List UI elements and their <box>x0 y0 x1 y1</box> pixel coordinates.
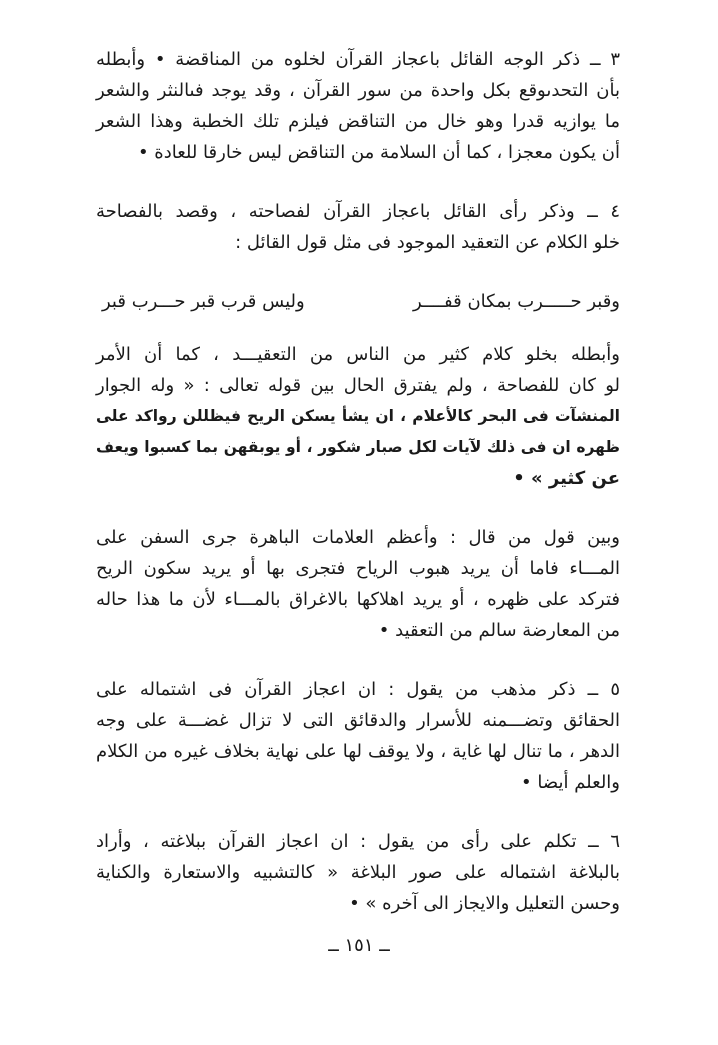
text-line: من المعارضة سالم من التعقيد • <box>378 620 620 641</box>
paragraph-item-6 <box>96 826 620 919</box>
paragraph-refutation <box>96 339 620 494</box>
verse-hemistich-first: وقبر حـــــرب بمكان قفــــر <box>413 291 620 312</box>
text-line: بالبلاغة اشتماله على صور البلاغة « كالتشبيه والاستعارة والكناية <box>96 862 620 883</box>
paragraph-item-3 <box>96 44 620 168</box>
text-line: فتركد على ظهره ، أو يريد اهلاكها بالاغراق بالمـــاء لأن ما هذا حاله <box>96 589 620 610</box>
text-line: أن يكون معجزا ، كما أن السلامة من التناقض ليس خارقا للعادة • <box>137 142 620 163</box>
text-line: المـــاء فاما أن يريد هبوب الرياح فتجرى بها أو يريد سكون الريح <box>96 558 620 579</box>
poetry-verse <box>96 286 620 317</box>
text-line: ٤ ــ وذكر رأى القائل باعجاز القرآن لفصاحته ، وقصد بالفصاحة <box>96 201 620 222</box>
text-line: الحقائق وتضـــمنه للأسرار والدقائق التى لا تزال غضـــة على وجه <box>96 710 620 731</box>
text-line: ٥ ــ ذكر مذهب من يقول : ان اعجاز القرآن فى اشتماله على <box>96 679 620 700</box>
text-line: وحسن التعليل والايجاز الى آخره » • <box>349 893 620 914</box>
text-line: ٦ ــ تكلم على رأى من يقول : ان اعجاز القرآن ببلاغته ، وأراد <box>96 831 620 852</box>
quran-verse-line: عن كثير » • <box>513 468 620 489</box>
paragraph-item-4 <box>96 196 620 258</box>
paragraph-comparison <box>96 522 620 646</box>
text-line: خلو الكلام عن التعقيد الموجود فى مثل قول القائل : <box>235 232 620 253</box>
text-line: وأبطله بخلو كلام كثير من الناس من التعقيـــد ، كما أن الأمر <box>96 344 620 365</box>
paragraph-item-5 <box>96 674 620 798</box>
text-line: ٣ ــ ذكر الوجه القائل باعجاز القرآن لخلوه من المناقضة • وأبطله <box>96 49 620 70</box>
verse-hemistich-second: وليس قرب قبر حـــرب قبر <box>102 291 305 312</box>
text-line: الدهر ، ما تنال لها غاية ، ولا يوقف لها على نهاية بخلاف غيره من الكلام <box>96 741 620 762</box>
text-line: وبين قول من قال : وأعظم العلامات الباهرة جرى السفن على <box>96 527 620 548</box>
text-line: ما يوازيه قدرا وهو خال من التناقض فيلزم تلك الخطبة وهذا الشعر <box>96 111 620 132</box>
page-body <box>96 44 620 919</box>
page-number: ــ ١٥١ ــ <box>328 935 390 956</box>
text-line: لو كان للفصاحة ، ولم يفترق الحال بين قوله تعالى : « وله الجوار <box>96 375 620 396</box>
quran-verse-line: المنشآت فى البحر كالأعلام ، ان يشأ يسكن الريح فيظللن رواكد على <box>96 407 620 425</box>
text-line: والعلم أيضا • <box>521 772 620 793</box>
quran-verse-line: ظهره ان فى ذلك لآيات لكل صبار شكور ، أو يوبقهن بما كسبوا ويعف <box>96 438 620 456</box>
text-line: بأن التحدىوقع بكل واحدة من سور القرآن ، وقد يوجد فىالنثر والشعر <box>96 80 620 101</box>
